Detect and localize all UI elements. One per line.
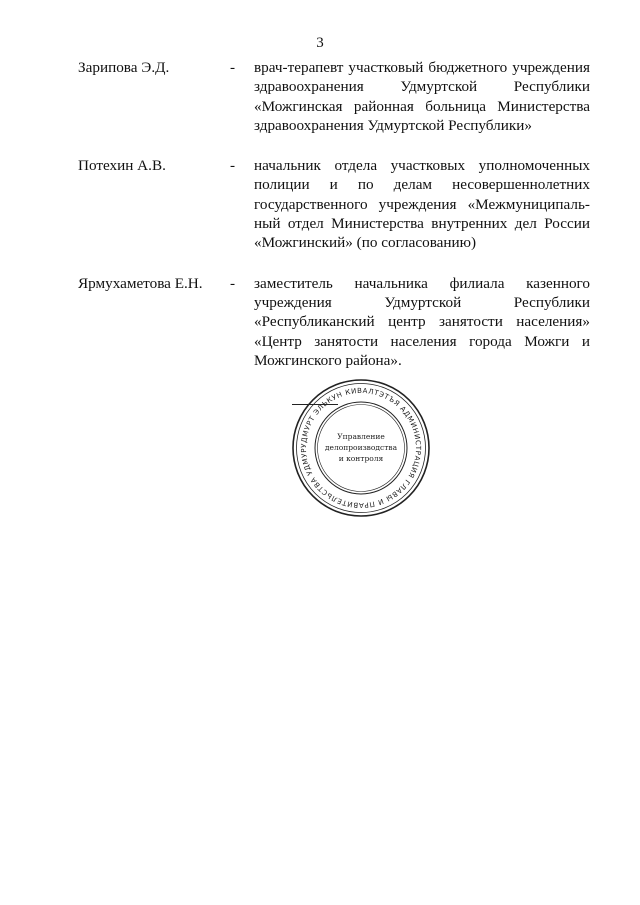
page-number: 3: [316, 35, 324, 51]
member-dash: -: [230, 59, 236, 76]
role-line: полиции и по делам несовершеннолетних: [254, 176, 590, 194]
stamp-center-line: и контроля: [338, 454, 384, 463]
member-name: Ярмухаметова Е.Н.: [78, 274, 203, 292]
members-list: [78, 58, 590, 391]
role-line: государственного учреждения «Межмуниципаль-: [254, 195, 590, 213]
role-line: здравоохранения Удмуртской Республики»: [254, 116, 532, 134]
member-name: Потехин А.В.: [78, 157, 166, 175]
role-line: «Республиканский центр занятости населения»: [254, 313, 590, 331]
member-row: [78, 274, 590, 370]
seal-icon: [290, 377, 432, 519]
role-line: учреждения Удмуртской Республики: [254, 293, 590, 311]
member-row: [78, 156, 590, 252]
member-dash: -: [230, 157, 236, 175]
official-seal-stamp: [290, 377, 432, 519]
role-line: врач-терапевт участковый бюджетного учреждения: [254, 59, 590, 76]
role-line: начальник отдела участковых уполномоченных: [254, 157, 590, 175]
role-line: «Можгинская районная больница Министерства: [254, 97, 590, 115]
role-line: ный отдел Министерства внутренних дел России: [254, 215, 590, 233]
stamp-ring-text: УДМУРТ ЭЛЬКУН КИВАЛТЭТЪЯ АДМИНИСТРАЦИЯ ГЛАВЫ И ПРАВИТЕЛЬСТВА УДМУР: [299, 386, 423, 510]
member-role: [254, 274, 590, 370]
role-line: Можгинского района».: [254, 351, 402, 369]
role-line: заместитель начальника филиала казенного: [254, 274, 590, 292]
role-line: «Можгинский» (по согласованию): [254, 234, 477, 252]
stamp-center-line: делопроизводства: [324, 443, 398, 452]
role-line: здравоохранения Удмуртской Республики: [254, 78, 590, 96]
role-line: «Центр занятости населения города Можги и: [254, 332, 590, 350]
member-dash: -: [230, 274, 236, 292]
member-row: [78, 58, 590, 135]
stamp-center-line: Управление: [337, 432, 385, 441]
member-role: [254, 58, 590, 135]
member-name: Зарипова Э.Д.: [78, 59, 170, 76]
member-role: [254, 156, 590, 252]
